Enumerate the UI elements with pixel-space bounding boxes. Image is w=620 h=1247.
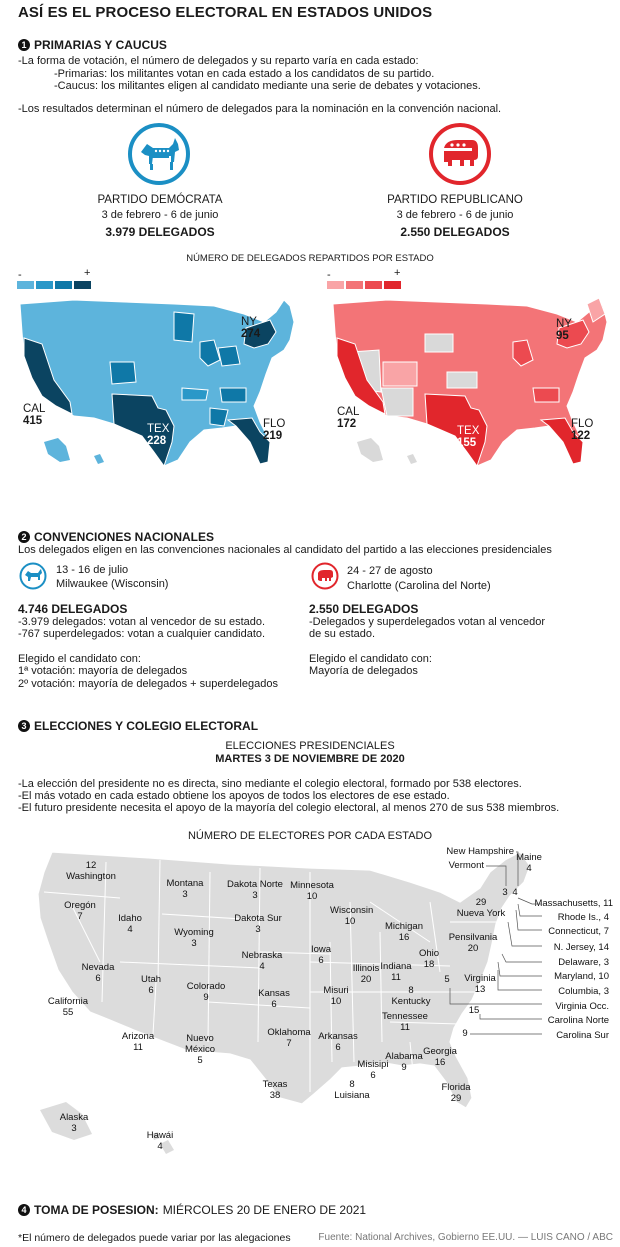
state-label: Florida 29 — [441, 1082, 471, 1104]
state-label: Virginia 13 — [464, 973, 496, 995]
text-line: 2º votación: mayoría de delegados + superdelegados — [18, 677, 278, 690]
section-title: PRIMARIAS Y CAUCUS — [34, 38, 167, 52]
callout-north-carolina: Carolina Norte — [547, 1015, 609, 1026]
section-number: 1 — [18, 39, 30, 51]
state-label: Nevada 6 — [81, 962, 115, 984]
state-label: 8 Luisiana — [334, 1079, 370, 1101]
page-title: ASÍ ES EL PROCESO ELECTORAL EN ESTADOS UNIDOS — [18, 4, 433, 21]
dem-map-flo: FLO 219 — [263, 418, 286, 442]
state-label: Oklahoma 7 — [267, 1027, 311, 1049]
callout-connecticut: Connecticut, 7 — [548, 926, 609, 937]
state-label: Dakota Sur 3 — [234, 913, 282, 935]
section-title: TOMA DE POSESION: — [34, 1203, 159, 1217]
text-line: de su estado. — [309, 628, 376, 640]
dem-dates: 3 de febrero - 6 de junio — [101, 209, 219, 221]
text-line: -Primarias: los militantes votan en cada estado a los candidatos de su partido. — [54, 67, 435, 80]
state-label: Idaho 4 — [118, 913, 142, 935]
source: Fuente: National Archives, Gobierno EE.UU. — LUIS CANO / ABC — [318, 1232, 613, 1243]
state-label: Wyoming 3 — [174, 927, 214, 949]
section-3-text — [18, 778, 618, 814]
callout-south-carolina: Carolina Sur — [556, 1030, 609, 1041]
section-2-heading — [18, 530, 214, 544]
text-line: Elegido el candidato con: — [309, 652, 432, 665]
elections-subtitle: ELECCIONES PRESIDENCIALES — [225, 740, 395, 752]
state-label: 8 Kentucky — [391, 985, 431, 1007]
state-label: 12 Washington — [66, 860, 116, 882]
dem-delegates: 3.979 DELEGADOS — [105, 225, 215, 239]
section-number: 2 — [18, 531, 30, 543]
section-title: ELECCIONES Y COLEGIO ELECTORAL — [34, 719, 259, 733]
state-label: Nebraska 4 — [241, 950, 283, 972]
west-virginia-value: 5 — [444, 974, 450, 985]
dem-convention-delegates: 4.746 DELEGADOS — [18, 602, 128, 616]
maps-title: NÚMERO DE DELEGADOS REPARTIDOS POR ESTADO — [186, 253, 434, 264]
section-number: 4 — [18, 1204, 30, 1216]
rep-scale-min: - — [327, 269, 331, 281]
state-label: Kansas 6 — [258, 988, 290, 1010]
state-label: Dakota Norte 3 — [227, 879, 283, 901]
rep-color-scale — [327, 281, 401, 289]
state-label: Michigan 16 — [384, 921, 424, 943]
rep-small-logo — [311, 562, 339, 595]
text-line: -Caucus: los militantes eligen al candidato mediante una serie de debates y votaciones. — [54, 80, 481, 92]
dem-convention-place: Milwaukee (Wisconsin) — [56, 578, 169, 590]
south-carolina-value: 9 — [462, 1028, 468, 1039]
rep-party-name: PARTIDO REPUBLICANO — [387, 194, 523, 206]
callout-columbia: Columbia, 3 — [558, 986, 609, 997]
state-label: Nuevo México 5 — [184, 1033, 216, 1066]
text-line: Elegido el candidato con: — [18, 652, 141, 665]
callout-rhode-island: Rhode Is., 4 — [557, 912, 609, 923]
section-title: CONVENCIONES NACIONALES — [34, 530, 215, 544]
state-label: Hawái 4 — [146, 1130, 174, 1152]
dem-map-tex: TEX 228 — [147, 423, 170, 447]
state-label: Oregón 7 — [64, 900, 96, 922]
donkey-icon — [127, 122, 191, 186]
callout-maine: Maine 4 — [516, 852, 542, 874]
rep-map-ny: NY 95 — [556, 318, 572, 342]
text-line: 1ª votación: mayoría de delegados — [18, 665, 188, 677]
section-1-text — [18, 55, 608, 115]
rep-delegates: 2.550 DELEGADOS — [400, 225, 510, 239]
republican-logo — [428, 122, 492, 191]
text-line: -3.979 delegados: votan al vencedor de su estado. — [18, 615, 266, 628]
footnote: *El número de delegados puede variar por las alegaciones — [18, 1232, 291, 1244]
callout-west-virginia: Virginia Occ. — [555, 1001, 609, 1012]
state-label: 29 Nueva York — [456, 897, 506, 919]
state-label: Utah 6 — [140, 974, 162, 996]
dem-scale-min: - — [18, 269, 22, 281]
state-label: Tennessee 11 — [382, 1011, 428, 1033]
section-2-intro: Los delegados eligen en las convenciones nacionales al candidato del partido a las elecciones presidenciales — [18, 544, 552, 556]
state-label: Minnesota 10 — [290, 880, 334, 902]
dem-party-name: PARTIDO DEMÓCRATA — [97, 194, 223, 206]
dem-convention-info — [18, 603, 308, 690]
elephant-icon — [428, 122, 492, 186]
callout-new-jersey: N. Jersey, 14 — [553, 942, 609, 953]
new-hampshire-value: 4 — [512, 887, 518, 898]
dem-small-logo — [19, 562, 47, 595]
state-label: Iowa 6 — [310, 944, 332, 966]
rep-dates: 3 de febrero - 6 de junio — [396, 209, 514, 221]
democrat-logo — [127, 122, 191, 191]
elections-date: MARTES 3 DE NOVIEMBRE DE 2020 — [215, 753, 405, 765]
rep-convention-dates: 24 - 27 de agosto — [347, 565, 433, 577]
dem-scale-max: + — [84, 267, 91, 279]
state-label: Arkansas 6 — [318, 1031, 358, 1053]
vermont-value: 3 — [502, 887, 508, 898]
rep-map-cal: CAL 172 — [337, 406, 360, 430]
rep-convention-delegates: 2.550 DELEGADOS — [309, 602, 419, 616]
callout-lines — [440, 848, 620, 1048]
elephant-icon — [311, 562, 339, 590]
callout-massachusetts: Massachusetts, 11 — [534, 898, 613, 909]
text-line: -La forma de votación, el número de delegados y su reparto varía en cada estado: — [18, 55, 419, 67]
rep-map-flo: FLO 122 — [571, 418, 594, 442]
state-label: California 55 — [47, 996, 89, 1018]
state-label: Arizona 11 — [121, 1031, 155, 1053]
dem-map-cal: CAL 415 — [23, 403, 46, 427]
state-label: Ohio 18 — [418, 948, 440, 970]
state-label: Georgia 16 — [423, 1046, 457, 1068]
electors-map-title: NÚMERO DE ELECTORES POR CADA ESTADO — [187, 830, 433, 842]
north-carolina-value: 15 — [468, 1005, 480, 1016]
text-line: -El más votado en cada estado obtiene los apoyos de todos los electores de ese estado. — [18, 790, 450, 802]
dem-convention-dates: 13 - 16 de julio — [56, 564, 129, 576]
state-label: Indiana 11 — [380, 961, 412, 983]
state-label: Wisconsin 10 — [330, 905, 374, 927]
section-3-heading — [18, 719, 258, 733]
state-label: Montana 3 — [166, 878, 204, 900]
section-1-heading — [18, 38, 167, 52]
rep-scale-max: + — [394, 267, 401, 279]
state-label: Alabama 9 — [385, 1051, 423, 1073]
rep-convention-place: Charlotte (Carolina del Norte) — [347, 580, 491, 592]
dem-color-scale — [17, 281, 91, 289]
callout-vermont: Vermont — [448, 860, 484, 871]
text-line: -Los resultados determinan el número de delegados para la nominación en la convención nacional. — [18, 102, 502, 115]
text-line: Mayoría de delegados — [309, 665, 418, 677]
section-number: 3 — [18, 720, 30, 732]
state-label: Misuri 10 — [323, 985, 349, 1007]
state-label: Illinois 20 — [352, 963, 380, 985]
rep-convention-info — [309, 603, 609, 678]
text-line: -767 superdelegados: votan a cualquier candidato. — [18, 628, 266, 640]
state-label: Pensilvania 20 — [448, 932, 498, 954]
donkey-icon — [19, 562, 47, 590]
text-line: -Delegados y superdelegados votan al vencedor — [309, 615, 546, 628]
text-line: -El futuro presidente necesita el apoyo de la mayoría del colegio electoral, al menos 270 de sus 538 miembros. — [18, 802, 560, 814]
section-4-heading — [18, 1203, 366, 1217]
dem-map-ny: NY 274 — [241, 316, 261, 340]
state-label: Misisipi 6 — [357, 1059, 389, 1081]
state-label: Texas 38 — [262, 1079, 288, 1101]
rep-map-tex: TEX 155 — [457, 425, 480, 449]
inauguration-date: MIÉRCOLES 20 DE ENERO DE 2021 — [162, 1203, 367, 1217]
state-label: Colorado 9 — [186, 981, 226, 1003]
callout-delaware: Delaware, 3 — [558, 957, 609, 968]
callout-new-hampshire: New Hampshire — [446, 846, 514, 857]
state-label: Alaska 3 — [59, 1112, 89, 1134]
callout-maryland: Maryland, 10 — [554, 971, 609, 982]
text-line: -La elección del presidente no es directa, sino mediante el colegio electoral, formado por 538 electores. — [18, 778, 522, 790]
